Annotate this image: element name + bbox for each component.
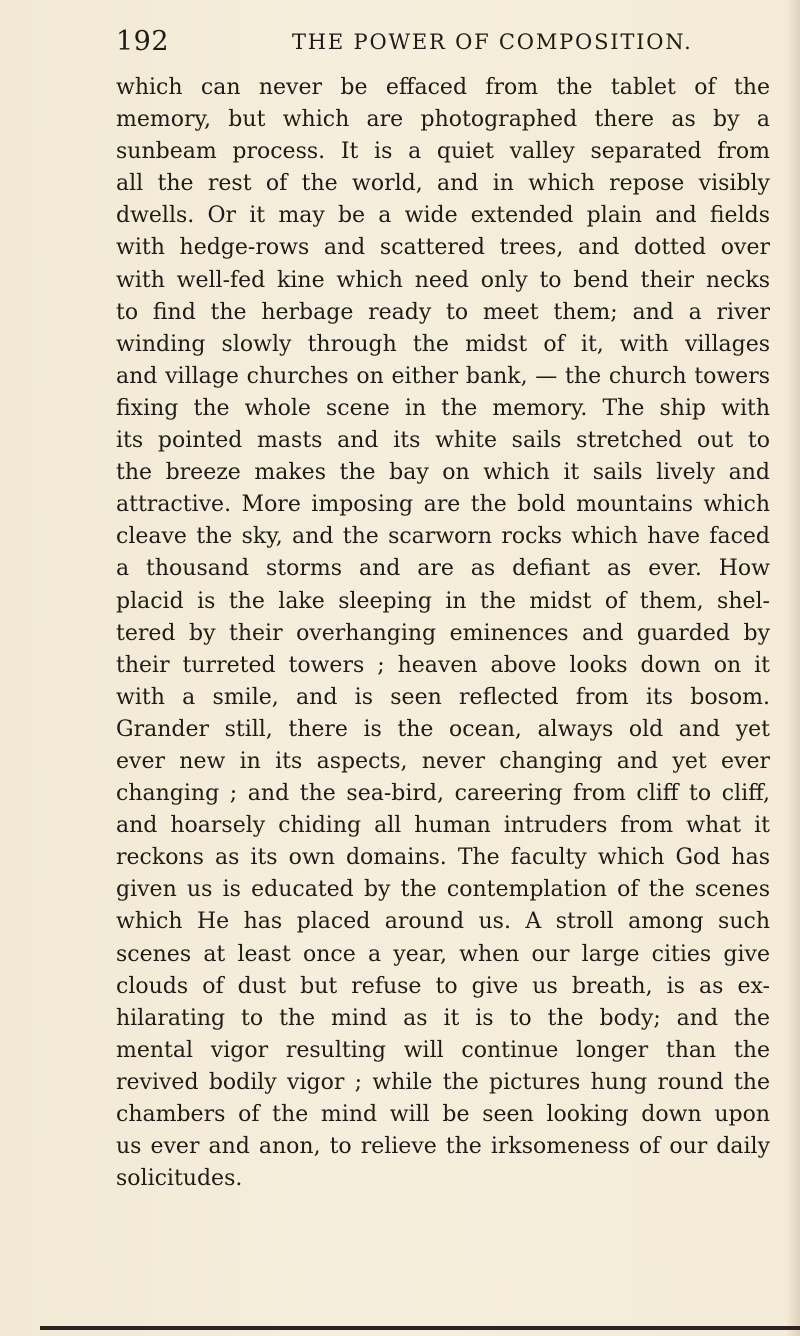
text-line: dwells. Or it may be a wide extended plain and fields bbox=[116, 203, 770, 229]
text-line: which He has placed around us. A stroll among such bbox=[116, 909, 770, 935]
text-line: with hedge-rows and scattered trees, and dotted over bbox=[116, 235, 770, 261]
text-line: tered by their overhanging eminences and guarded by bbox=[116, 620, 770, 646]
page-number: 192 bbox=[116, 26, 170, 57]
text-line: mental vigor resulting will continue longer than the bbox=[116, 1037, 770, 1063]
text-line: a thousand storms and are as defiant as ever. How bbox=[116, 556, 770, 582]
text-line: and hoarsely chiding all human intruders from what it bbox=[116, 813, 770, 839]
text-line: the breeze makes the bay on which it sails lively and bbox=[116, 460, 770, 486]
text-line: clouds of dust but refuse to give us breath, is as ex- bbox=[116, 973, 770, 999]
text-line: sunbeam process. It is a quiet valley separated from bbox=[116, 139, 770, 165]
text-line: its pointed masts and its white sails stretched out to bbox=[116, 428, 770, 454]
text-line: ever new in its aspects, never changing and yet ever bbox=[116, 748, 770, 774]
text-line: their turreted towers ; heaven above looks down on it bbox=[116, 652, 770, 678]
text-line: to find the herbage ready to meet them; and a river bbox=[116, 299, 770, 325]
body-text bbox=[116, 72, 770, 1195]
text-line: fixing the whole scene in the memory. The ship with bbox=[116, 395, 770, 421]
text-line: chambers of the mind will be seen looking down upon bbox=[116, 1102, 770, 1127]
text-line: given us is educated by the contemplation of the scenes bbox=[116, 877, 770, 903]
text-line: which can never be effaced from the tablet of the bbox=[116, 75, 770, 100]
text-line: reckons as its own domains. The faculty which God has bbox=[116, 845, 770, 871]
running-head bbox=[116, 26, 776, 60]
bottom-edge-rule bbox=[40, 1326, 800, 1330]
text-line: us ever and anon, to relieve the irksomeness of our daily bbox=[116, 1134, 770, 1160]
page-edge-shadow bbox=[786, 0, 800, 1336]
text-line: with a smile, and is seen reflected from its bosom. bbox=[116, 684, 770, 710]
text-line: revived bodily vigor ; while the pictures hung round the bbox=[116, 1069, 770, 1095]
text-line: all the rest of the world, and in which repose visibly bbox=[116, 171, 770, 197]
text-line: winding slowly through the midst of it, with villages bbox=[116, 331, 770, 357]
text-line: hilarating to the mind as it is to the body; and the bbox=[116, 1005, 770, 1031]
running-title: THE POWER OF COMPOSITION. bbox=[292, 30, 693, 54]
text-line: scenes at least once a year, when our large cities give bbox=[116, 941, 770, 967]
text-line: placid is the lake sleeping in the midst of them, shel- bbox=[116, 588, 770, 614]
text-line: and village churches on either bank, — the church towers bbox=[116, 363, 770, 389]
text-line: solicitudes. bbox=[116, 1166, 243, 1192]
text-line: changing ; and the sea-bird, careering from cliff to cliff, bbox=[116, 781, 770, 807]
text-line: cleave the sky, and the scarworn rocks which have faced bbox=[116, 524, 770, 550]
text-line: memory, but which are photographed there as by a bbox=[116, 107, 770, 133]
text-line: with well-fed kine which need only to bend their necks bbox=[116, 267, 770, 293]
text-line: Grander still, there is the ocean, always old and yet bbox=[116, 716, 770, 742]
text-line: attractive. More imposing are the bold mountains which bbox=[116, 492, 770, 518]
